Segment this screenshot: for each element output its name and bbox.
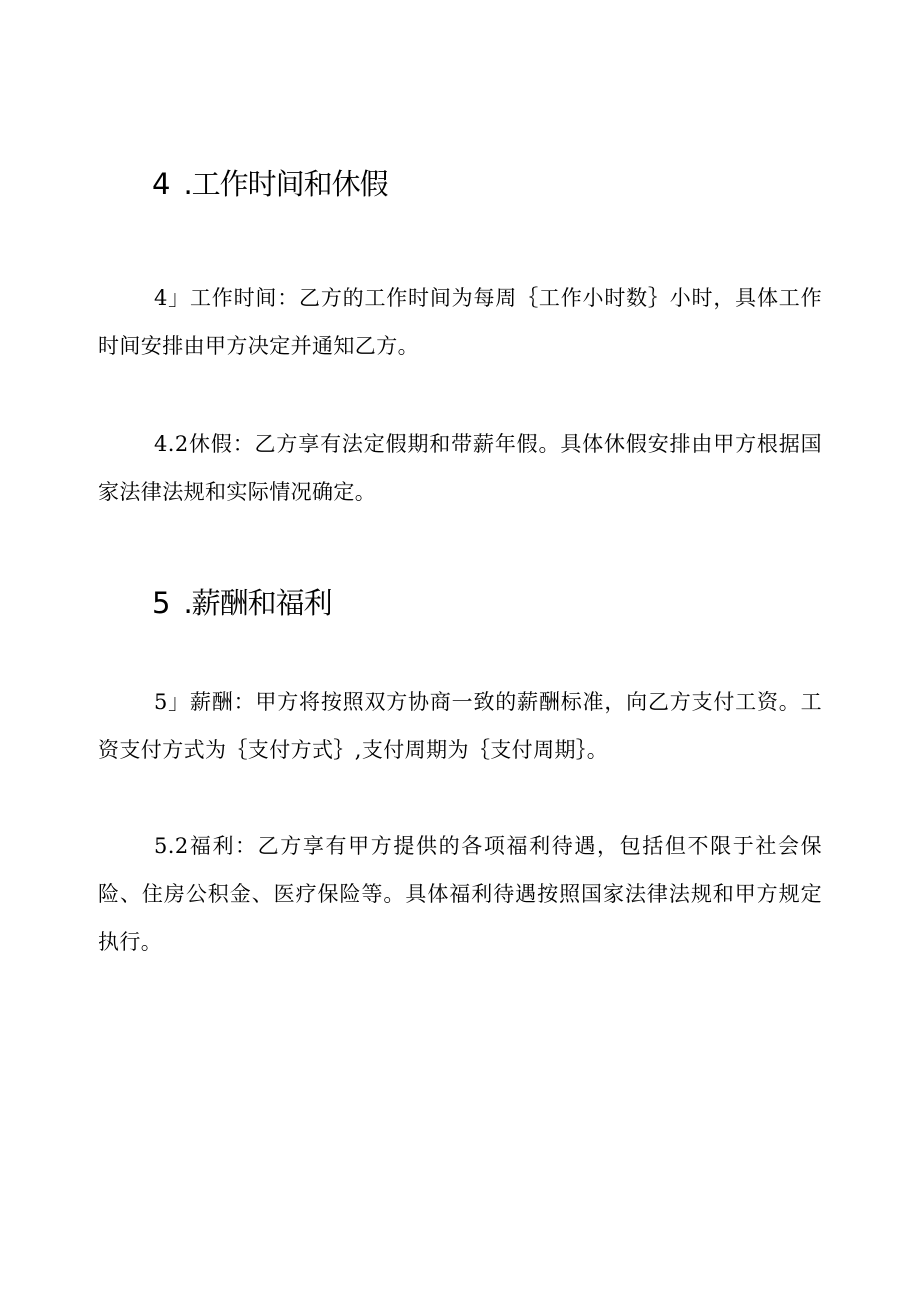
paragraph-5-1: 5」薪酬：甲方将按照双方协商一致的薪酬标准，向乙方支付工资。工资支付方式为｛支付方式｝,支付周期为｛支付周期｝。 xyxy=(98,690,822,762)
section-heading-5 xyxy=(152,585,332,621)
section-number: 5 xyxy=(152,586,170,620)
section-title: .工作时间和休假 xyxy=(183,167,388,201)
paragraph-4-1: 4」工作时间：乙方的工作时间为每周｛工作小时数｝小时，具体工作时间安排由甲方决定并通知乙方。 xyxy=(98,286,822,358)
paragraph-5-2: 5.2福利：乙方享有甲方提供的各项福利待遇，包括但不限于社会保险、住房公积金、医疗保险等。具体福利待遇按照国家法律法规和甲方规定执行。 xyxy=(98,834,822,954)
section-heading-4 xyxy=(152,166,388,202)
section-number: 4 xyxy=(152,167,170,201)
paragraph-4-2: 4.2休假：乙方享有法定假期和带薪年假。具体休假安排由甲方根据国家法律法规和实际情况确定。 xyxy=(98,432,822,504)
section-title: .薪酬和福利 xyxy=(183,586,332,620)
